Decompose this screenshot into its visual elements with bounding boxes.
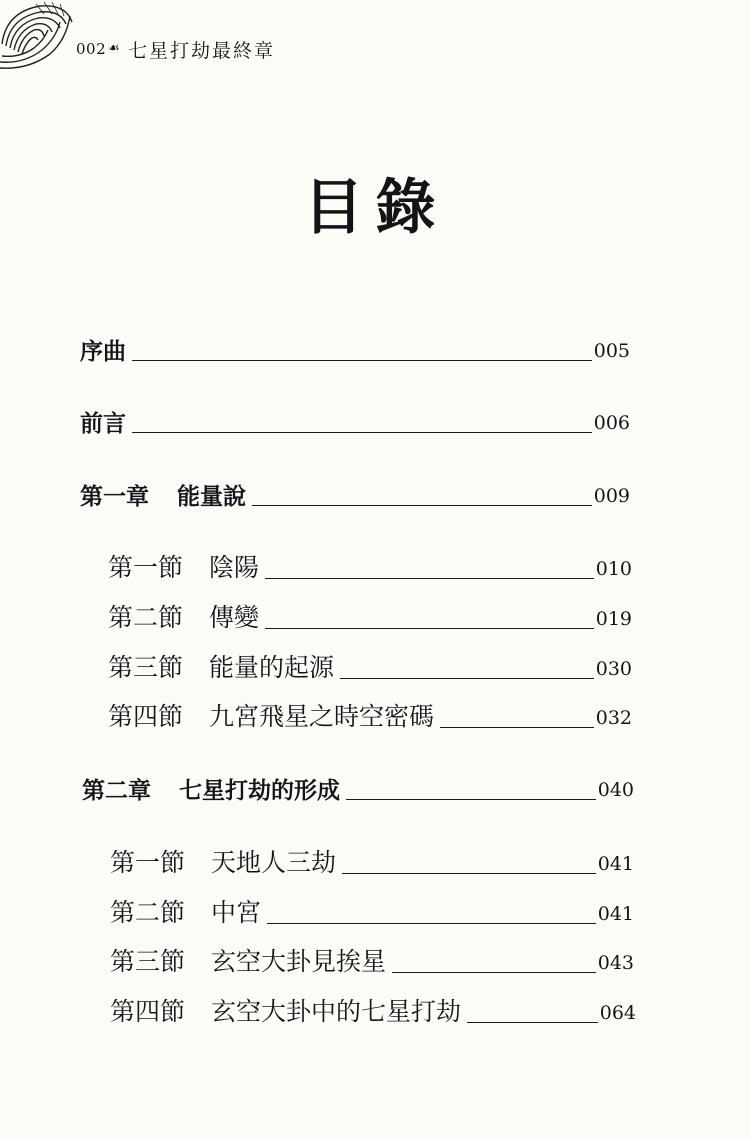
- toc-entry-title: 玄空大卦見挨星: [211, 947, 387, 976]
- leader-line: [342, 873, 596, 874]
- toc-entry[interactable]: [80, 405, 630, 438]
- toc-entry[interactable]: [108, 598, 632, 634]
- toc-entry-number: 第一節: [108, 553, 184, 582]
- toc-entry-title: 能量說: [177, 483, 246, 510]
- leader-line: [267, 923, 596, 924]
- toc-page-number: 040: [597, 779, 634, 801]
- toc-page-number: 032: [595, 707, 632, 729]
- toc-entry[interactable]: [108, 548, 632, 584]
- toc-entry[interactable]: [110, 992, 636, 1028]
- toc-entry[interactable]: [110, 893, 634, 929]
- toc-entry-number: 第四節: [108, 702, 184, 731]
- toc-page-number: 006: [593, 412, 630, 434]
- toc-entry-number: 第四節: [110, 997, 186, 1026]
- toc-entry-title: 中宮: [211, 898, 262, 927]
- leader-line: [346, 799, 596, 800]
- leader-line: [252, 505, 592, 506]
- toc-entry-number: 第二節: [110, 898, 186, 927]
- toc-entry-title: 玄空大卦中的七星打劫: [211, 997, 462, 1026]
- leader-line: [265, 578, 594, 579]
- toc-page-number: 043: [597, 952, 634, 974]
- toc-page-number: 041: [597, 853, 634, 875]
- toc-entry[interactable]: [82, 772, 634, 805]
- leader-line: [132, 360, 592, 361]
- toc-entry[interactable]: [108, 648, 632, 684]
- fleuron-icon: ☙: [108, 41, 120, 56]
- toc-entry[interactable]: [80, 478, 630, 511]
- toc-entry-number: 第一章: [80, 483, 149, 510]
- leader-line: [132, 432, 592, 433]
- toc-entry[interactable]: [110, 942, 634, 978]
- running-page-number: 002: [76, 40, 107, 58]
- page-heading: 目錄: [303, 173, 448, 243]
- toc-entry-number: 第一節: [110, 848, 186, 877]
- toc-page-number: 064: [599, 1002, 636, 1024]
- toc-page-number: 010: [595, 558, 632, 580]
- toc-entry[interactable]: [108, 697, 632, 733]
- toc-entry-title: 陰陽: [209, 553, 260, 582]
- toc-entry-label: 序曲: [80, 338, 126, 365]
- toc-entry[interactable]: [80, 333, 630, 366]
- toc-entry-title: 天地人三劫: [211, 848, 337, 877]
- toc-page-number: 019: [595, 608, 632, 630]
- leader-line: [340, 678, 594, 679]
- toc-entry-number: 第三節: [110, 947, 186, 976]
- toc-entry-number: 第二節: [108, 603, 184, 632]
- leader-line: [467, 1022, 598, 1023]
- leader-line: [392, 972, 596, 973]
- running-book-title: 七星打劫最終章: [128, 40, 276, 62]
- toc-page-number: 005: [593, 340, 630, 362]
- toc-entry-title: 能量的起源: [209, 653, 335, 682]
- toc-entry-number: 第三節: [108, 653, 184, 682]
- toc-entry-title: 七星打劫的形成: [179, 777, 340, 804]
- leader-line: [265, 628, 594, 629]
- toc-page-number: 009: [593, 485, 630, 507]
- toc-entry[interactable]: [110, 843, 634, 879]
- toc-page-number: 030: [595, 658, 632, 680]
- toc-entry-title: 傳變: [209, 603, 260, 632]
- toc-page-number: 041: [597, 903, 634, 925]
- toc-entry-title: 九宮飛星之時空密碼: [209, 702, 435, 731]
- leader-line: [440, 727, 594, 728]
- toc-entry-number: 第二章: [82, 777, 151, 804]
- toc-entry-label: 前言: [80, 410, 126, 437]
